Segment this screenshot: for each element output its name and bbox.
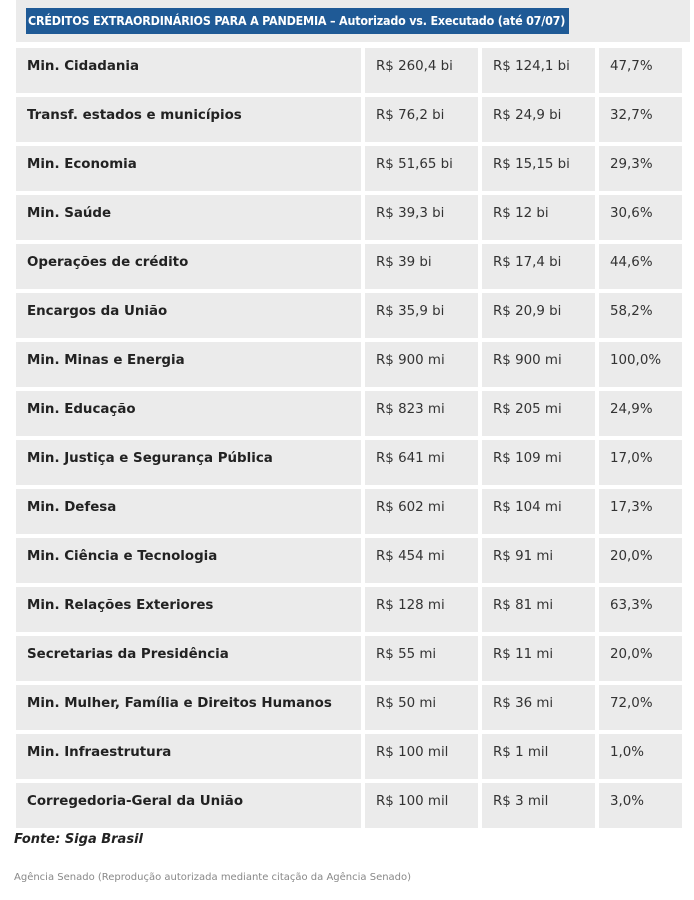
table-row bbox=[16, 538, 682, 583]
executed-percent: 30,6% bbox=[599, 195, 682, 240]
table-row bbox=[16, 685, 682, 730]
table-row bbox=[16, 636, 682, 681]
table-row bbox=[16, 783, 682, 828]
authorized-value: R$ 454 mi bbox=[365, 538, 478, 583]
row-label: Min. Educação bbox=[16, 391, 361, 436]
row-label: Min. Minas e Energia bbox=[16, 342, 361, 387]
row-label: Encargos da União bbox=[16, 293, 361, 338]
table-row bbox=[16, 342, 682, 387]
executed-value: R$ 205 mi bbox=[482, 391, 595, 436]
table-row bbox=[16, 48, 682, 93]
executed-percent: 3,0% bbox=[599, 783, 682, 828]
table-title-bar bbox=[16, 0, 690, 42]
executed-value: R$ 124,1 bi bbox=[482, 48, 595, 93]
row-label: Operações de crédito bbox=[16, 244, 361, 289]
data-table bbox=[12, 44, 686, 832]
executed-percent: 58,2% bbox=[599, 293, 682, 338]
executed-percent: 20,0% bbox=[599, 636, 682, 681]
table-row bbox=[16, 244, 682, 289]
table-title: CRÉDITOS EXTRAORDINÁRIOS PARA A PANDEMIA – Autorizado vs. Executado (até 07/07) bbox=[26, 8, 569, 34]
executed-value: R$ 17,4 bi bbox=[482, 244, 595, 289]
row-label: Transf. estados e municípios bbox=[16, 97, 361, 142]
executed-value: R$ 81 mi bbox=[482, 587, 595, 632]
executed-percent: 1,0% bbox=[599, 734, 682, 779]
executed-value: R$ 900 mi bbox=[482, 342, 595, 387]
table-row bbox=[16, 440, 682, 485]
row-label: Corregedoria-Geral da União bbox=[16, 783, 361, 828]
authorized-value: R$ 900 mi bbox=[365, 342, 478, 387]
executed-percent: 24,9% bbox=[599, 391, 682, 436]
authorized-value: R$ 39 bi bbox=[365, 244, 478, 289]
source-note: Fonte: Siga Brasil bbox=[14, 832, 143, 847]
authorized-value: R$ 100 mil bbox=[365, 734, 478, 779]
authorized-value: R$ 50 mi bbox=[365, 685, 478, 730]
row-label: Secretarias da Presidência bbox=[16, 636, 361, 681]
executed-percent: 72,0% bbox=[599, 685, 682, 730]
table-row bbox=[16, 587, 682, 632]
row-label: Min. Infraestrutura bbox=[16, 734, 361, 779]
authorized-value: R$ 823 mi bbox=[365, 391, 478, 436]
executed-percent: 29,3% bbox=[599, 146, 682, 191]
authorized-value: R$ 76,2 bi bbox=[365, 97, 478, 142]
authorized-value: R$ 602 mi bbox=[365, 489, 478, 534]
authorized-value: R$ 100 mil bbox=[365, 783, 478, 828]
executed-value: R$ 1 mil bbox=[482, 734, 595, 779]
row-label: Min. Ciência e Tecnologia bbox=[16, 538, 361, 583]
data-table-body bbox=[16, 48, 682, 828]
authorized-value: R$ 260,4 bi bbox=[365, 48, 478, 93]
authorized-value: R$ 39,3 bi bbox=[365, 195, 478, 240]
executed-value: R$ 36 mi bbox=[482, 685, 595, 730]
executed-value: R$ 12 bi bbox=[482, 195, 595, 240]
executed-percent: 20,0% bbox=[599, 538, 682, 583]
row-label: Min. Cidadania bbox=[16, 48, 361, 93]
authorized-value: R$ 55 mi bbox=[365, 636, 478, 681]
executed-value: R$ 24,9 bi bbox=[482, 97, 595, 142]
authorized-value: R$ 641 mi bbox=[365, 440, 478, 485]
authorized-value: R$ 128 mi bbox=[365, 587, 478, 632]
executed-percent: 47,7% bbox=[599, 48, 682, 93]
authorized-value: R$ 35,9 bi bbox=[365, 293, 478, 338]
row-label: Min. Justiça e Segurança Pública bbox=[16, 440, 361, 485]
executed-value: R$ 20,9 bi bbox=[482, 293, 595, 338]
table-row bbox=[16, 489, 682, 534]
executed-percent: 100,0% bbox=[599, 342, 682, 387]
executed-value: R$ 15,15 bi bbox=[482, 146, 595, 191]
table-row bbox=[16, 97, 682, 142]
table-row bbox=[16, 146, 682, 191]
executed-percent: 17,0% bbox=[599, 440, 682, 485]
table-row bbox=[16, 293, 682, 338]
table-row bbox=[16, 734, 682, 779]
credit-note: Agência Senado (Reprodução autorizada mediante citação da Agência Senado) bbox=[14, 872, 412, 883]
row-label: Min. Mulher, Família e Direitos Humanos bbox=[16, 685, 361, 730]
row-label: Min. Saúde bbox=[16, 195, 361, 240]
executed-value: R$ 3 mil bbox=[482, 783, 595, 828]
executed-percent: 32,7% bbox=[599, 97, 682, 142]
executed-percent: 44,6% bbox=[599, 244, 682, 289]
executed-value: R$ 91 mi bbox=[482, 538, 595, 583]
executed-percent: 63,3% bbox=[599, 587, 682, 632]
executed-value: R$ 11 mi bbox=[482, 636, 595, 681]
row-label: Min. Defesa bbox=[16, 489, 361, 534]
authorized-value: R$ 51,65 bi bbox=[365, 146, 478, 191]
table-row bbox=[16, 195, 682, 240]
row-label: Min. Economia bbox=[16, 146, 361, 191]
executed-value: R$ 109 mi bbox=[482, 440, 595, 485]
row-label: Min. Relações Exteriores bbox=[16, 587, 361, 632]
executed-value: R$ 104 mi bbox=[482, 489, 595, 534]
executed-percent: 17,3% bbox=[599, 489, 682, 534]
table-row bbox=[16, 391, 682, 436]
